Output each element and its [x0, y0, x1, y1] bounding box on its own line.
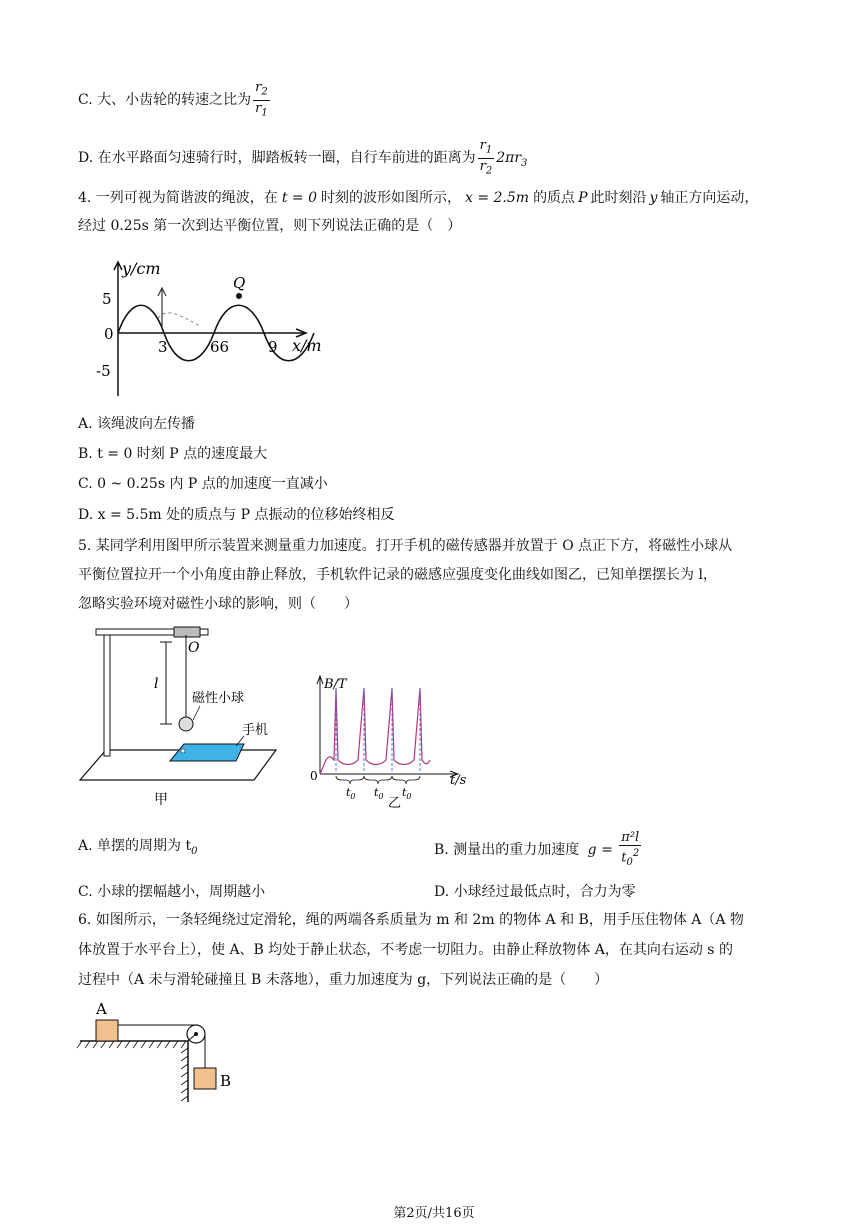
q3-option-d: D. 在水平路面匀速骑行时，脚踏板转一圈，自行车前进的距离为 $\frac{r_1}{r_2}$ $2\pi r_3$	[78, 138, 528, 177]
q4-option-a: A. 该绳波向左传播	[78, 416, 196, 432]
x-tick-66: 66	[210, 338, 230, 356]
yi-interval-1: $t_0$	[346, 786, 356, 801]
caption-yi: 乙	[388, 796, 402, 808]
q5-stem-line2: 平衡位置拉开一个小角度由静止释放，手机软件记录的磁感应强度变化曲线如图乙，已知单摆摆长为 l，	[78, 567, 717, 583]
label-B: B	[220, 1072, 232, 1090]
q5-option-d: D. 小球经过最低点时，合力为零	[434, 884, 636, 900]
y-tick-5: 5	[102, 290, 112, 308]
page-footer: 第2页/共16页	[393, 1206, 475, 1221]
q3-option-c-fraction: $\frac{r_2}{r_1}$	[255, 80, 268, 119]
graph-xlabel: x/m	[292, 336, 322, 355]
label-A: A	[96, 1000, 107, 1018]
q6-stem-line2: 体放置于水平台上），使 A、B 均处于静止状态，不考虑一切阻力。由静止释放物体 A，在其向右运动 s 的	[78, 942, 733, 958]
label-ball: 磁性小球	[192, 691, 245, 706]
q5-option-b: B. 测量出的重力加速度 g = $\frac{\text{π²l}}{t_0^2}$	[434, 830, 640, 868]
q5-stem-line3: 忽略实验环境对磁性小球的影响，则（ ）	[78, 596, 358, 612]
label-O: O	[188, 640, 200, 656]
wave-dashed	[158, 313, 200, 326]
q6-stem-line3: 过程中（A 未与滑轮碰撞且 B 未落地），重力加速度为 g，下列说法正确的是（ ）	[78, 972, 609, 988]
yi-ylabel: B/T	[324, 677, 347, 692]
caption-jia: 甲	[154, 792, 168, 808]
q4-option-d: D. x = 5.5m 处的质点与 P 点振动的位移始终相反	[78, 507, 395, 523]
q4-stem-line1: 4. 一列可视为简谐波的绳波，在 t = 0 时刻的波形如图所示， x = 2.5m 的质点 P 此时刻沿 y 轴正方向运动，	[78, 190, 759, 206]
stand-pole	[104, 630, 110, 756]
x-tick-9: 9	[268, 338, 278, 356]
q5-figure-yi	[306, 668, 476, 808]
q3-option-c	[78, 80, 272, 120]
q3-option-c-text: C. 大、小齿轮的转速之比为	[78, 92, 252, 109]
label-phone: 手机	[242, 723, 269, 738]
x-tick-3: 3	[158, 338, 168, 356]
q5-option-b-fraction: $\frac{\text{π²l}}{t_0^2}$	[621, 830, 640, 868]
q6-pulley-figure	[76, 996, 256, 1106]
phone	[170, 744, 244, 761]
y-tick-neg5: -5	[96, 362, 111, 380]
q4-wave-graph	[96, 256, 336, 406]
yi-signal-curve	[320, 688, 430, 774]
q5-option-a: A. 单摆的周期为 $t_0$	[78, 838, 198, 857]
q3-option-d-text: D. 在水平路面匀速骑行时，脚踏板转一圈，自行车前进的距离为	[78, 150, 476, 167]
q4-option-c: C. 0 ~ 0.25s 内 P 点的加速度一直减小	[78, 476, 328, 492]
q-point	[236, 293, 242, 299]
yi-interval-3: $t_0$	[402, 786, 412, 801]
q5-figure-jia	[76, 620, 286, 810]
block-A	[96, 1020, 118, 1041]
magnetic-ball	[179, 717, 193, 731]
graph-ylabel: y/cm	[122, 259, 161, 278]
q5-option-c: C. 小球的摆幅越小，周期越小	[78, 884, 266, 900]
block-B	[194, 1068, 216, 1089]
q-point-label: Q	[233, 274, 246, 292]
q4-option-b: B. t = 0 时刻 P 点的速度最大	[78, 446, 268, 462]
q3-option-d-fraction: $\frac{r_1}{r_2}$	[479, 138, 493, 177]
q6-stem-line1: 6. 如图所示，一条轻绳绕过定滑轮，绳的两端各系质量为 m 和 2m 的物体 A 和 B，用手压住物体 A（A 物	[78, 912, 744, 928]
y-tick-0: 0	[104, 325, 114, 343]
yi-xlabel: t/s	[450, 773, 467, 788]
q4-stem-line2: 经过 0.25s 第一次到达平衡位置，则下列说法正确的是（ ）	[78, 218, 462, 234]
clamp	[174, 627, 200, 637]
yi-interval-2: $t_0$	[374, 786, 384, 801]
label-l: l	[154, 676, 159, 692]
yi-origin: 0	[310, 769, 318, 783]
q5-stem-line1: 5. 某同学利用图甲所示装置来测量重力加速度。打开手机的磁传感器并放置于 O 点正下方，将磁性小球从	[78, 538, 733, 554]
